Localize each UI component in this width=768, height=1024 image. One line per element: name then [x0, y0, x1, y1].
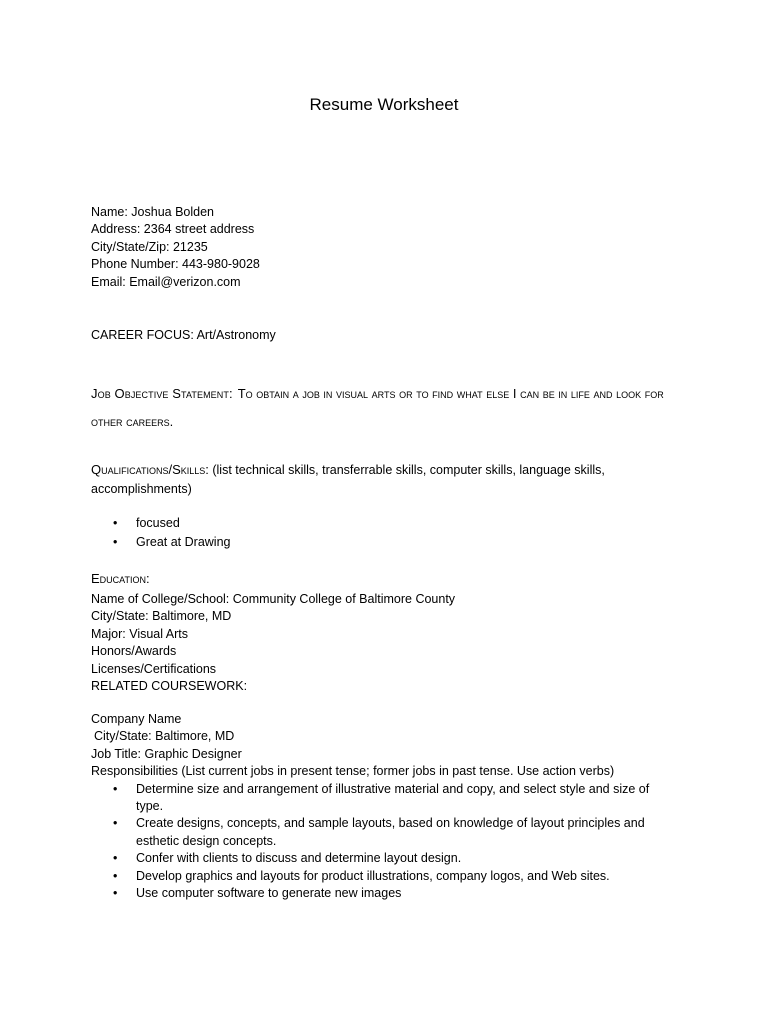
education-coursework: RELATED COURSEWORK: [91, 678, 248, 693]
work-block [91, 711, 681, 902]
responsibility-item: • Create designs, concepts, and sample layouts, based on knowledge of layout principles and esthetic design concepts. [91, 815, 681, 850]
responsibility-item: • Use computer software to generate new images [91, 885, 681, 902]
document-title: Resume Worksheet [309, 95, 459, 114]
education-heading: Education: [91, 571, 150, 586]
contact-email: Email: Email@verizon.com [91, 274, 241, 289]
contact-address: Address: 2364 street address [91, 222, 255, 237]
career-focus [91, 327, 276, 344]
contact-name: Name: Joshua Bolden [91, 205, 214, 219]
responsibility-item: • Determine size and arrangement of illustrative material and copy, and select style and size of type. [91, 781, 681, 816]
skill-item: • Great at Drawing [91, 533, 230, 552]
education-major: Major: Visual Arts [91, 626, 189, 641]
work-city-state: City/State: Baltimore, MD [94, 729, 235, 744]
contact-phone: Phone Number: 443-980-9028 [91, 257, 260, 272]
contact-city-state-zip: City/State/Zip: 21235 [91, 239, 208, 254]
education-licenses: Licenses/Certifications [91, 661, 217, 676]
education-block [91, 591, 455, 695]
responsibility-item: • Develop graphics and layouts for product illustrations, company logos, and Web sites. [91, 868, 681, 885]
skill-item: • focused [91, 514, 230, 533]
objective-text: To obtain a job in visual arts or to find what else I can be in life and look for other careers. [91, 386, 664, 429]
qualifications-section [91, 460, 691, 499]
responsibility-item: • Confer with clients to discuss and determine layout design. [91, 850, 681, 867]
responsibilities-list [91, 781, 681, 903]
education-city-state: City/State: Baltimore, MD [91, 609, 232, 624]
career-focus-text: CAREER FOCUS: Art/Astronomy [91, 328, 276, 342]
education-honors: Honors/Awards [91, 644, 177, 659]
contact-block [91, 204, 260, 291]
education-school: Name of College/School: Community College of Baltimore County [91, 592, 456, 606]
qualifications-heading: Qualifications/Skills: [91, 462, 209, 477]
work-job-title: Job Title: Graphic Designer [91, 746, 242, 761]
skills-list [91, 514, 230, 552]
qualifications-note: (list technical skills, transferrable skills, computer skills, language skills, accomplishments) [91, 463, 605, 496]
work-company: Company Name [91, 712, 182, 726]
work-responsibilities-label: Responsibilities (List current jobs in present tense; former jobs in past tense. Use action verbs) [91, 764, 615, 779]
objective-heading: Job Objective Statement: [91, 386, 233, 401]
objective-section [91, 380, 681, 436]
